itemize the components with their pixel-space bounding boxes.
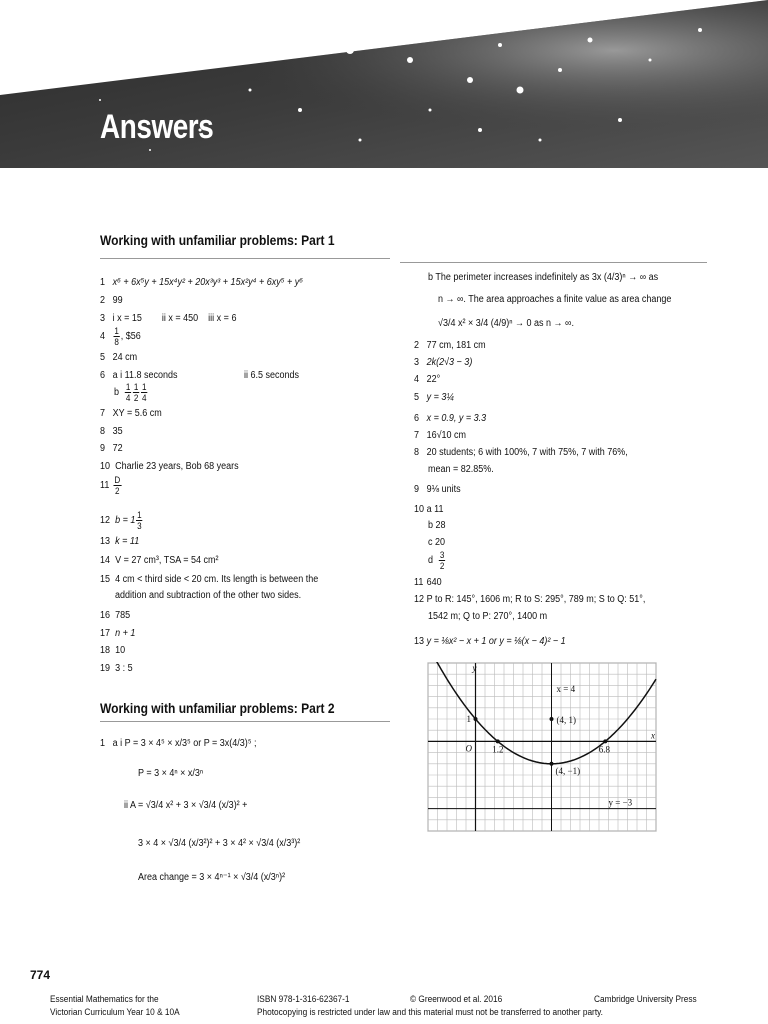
answer-item: b $\frac{1}{4}$ $\frac{1}{2}$ $\frac{1}{4}$ — [114, 382, 147, 403]
answer-item: c 20 — [428, 537, 446, 548]
answer-item: 11 640 — [414, 577, 442, 588]
root-label: 1.2 — [492, 744, 504, 755]
answer-item: 6 x = 0.9, y = 3.3 — [414, 413, 487, 424]
answer-item: 2 77 cm, 181 cm — [414, 340, 486, 351]
book-title: Essential Mathematics for the — [50, 994, 159, 1004]
answer-item: 9 72 — [100, 443, 123, 454]
answer-item: 18 10 — [100, 645, 126, 656]
copyright: © Greenwood et al. 2016 — [410, 994, 503, 1004]
graph-point — [603, 739, 607, 743]
answer-item: 17 n + 1 — [100, 628, 136, 639]
answer-item: Area change = 3 × 4ⁿ⁻¹ × √3/4 (x/3ⁿ)² — [138, 872, 286, 883]
turning-point-label: (4, −1) — [555, 765, 581, 776]
y-axis-label: y — [472, 663, 477, 673]
parabola-graph — [427, 662, 657, 832]
book-subtitle: Victorian Curriculum Year 10 & 10A — [50, 1007, 180, 1017]
answer-item: n → ∞. The area approaches a finite value as area change — [438, 294, 672, 305]
answer-item: addition and subtraction of the other two sides. — [115, 590, 302, 601]
answer-item: 14 V = 27 cm³, TSA = 54 cm² — [100, 555, 219, 566]
answer-item: ii A = √3/4 x² + 3 × √3/4 (x/3)² + — [124, 800, 248, 811]
answer-item: d $\frac{3}{2}$ — [428, 550, 445, 571]
answer-item: 4 22° — [414, 374, 441, 385]
asymptote-label: y = −3 — [608, 797, 633, 808]
section-title-part2: Working with unfamiliar problems: Part 2 — [100, 700, 335, 716]
section-title-part1: Working with unfamiliar problems: Part 1 — [100, 232, 335, 248]
section-rule-right — [400, 262, 707, 263]
answer-item: 13 y = ⅛x² − x + 1 or y = ⅛(x − 4)² − 1 — [414, 636, 566, 647]
symmetry-line-label: x = 4 — [556, 684, 576, 695]
x-axis-label: x — [651, 730, 655, 741]
answer-item: 5 24 cm — [100, 352, 138, 363]
answer-item: 2 99 — [100, 295, 123, 306]
answer-item: 13 k = 11 — [100, 536, 140, 547]
answer-item: 1542 m; Q to P: 270°, 1400 m — [428, 611, 548, 622]
answer-item: 1 x⁶ + 6x⁵y + 15x⁴y² + 20x³y³ + 15x²y⁴ + 6xy⁵ + y⁶ — [100, 277, 304, 288]
answer-item: 7 XY = 5.6 cm — [100, 408, 162, 419]
answer-item: 7 16√10 cm — [414, 430, 467, 441]
page-number: 774 — [30, 968, 51, 982]
answer-item: 5 y = 3¼ — [414, 392, 454, 403]
graph-point — [550, 717, 554, 721]
page-title: Answers — [100, 108, 214, 146]
graph-point — [496, 739, 500, 743]
answer-item: 16 785 — [100, 610, 131, 621]
publisher: Cambridge University Press — [594, 994, 697, 1004]
answer-item: 4 $\frac{1}{8}$ , $56 — [100, 326, 141, 347]
answer-item: b 28 — [428, 520, 446, 531]
answer-item: ii 6.5 seconds — [244, 370, 300, 381]
answer-item: 1 a i P = 3 × 4⁵ × x/3⁵ or P = 3x(4/3)⁵ ; — [100, 738, 257, 749]
answer-item: 12 b = 1 $\frac{1}{3}$ — [100, 510, 142, 531]
answer-item: b The perimeter increases indefinitely as 3x (4/3)ⁿ → ∞ as — [428, 272, 659, 283]
answer-item: 10 Charlie 23 years, Bob 68 years — [100, 461, 239, 472]
answer-item: 6 a i 11.8 seconds — [100, 370, 178, 381]
graph-point — [550, 762, 554, 766]
answer-item: 8 20 students; 6 with 100%, 7 with 75%, 7 with 76%, — [414, 447, 628, 458]
answer-item: 10 a 11 — [414, 504, 444, 515]
section-rule — [100, 721, 390, 722]
answer-item: 12 P to R: 145°, 1606 m; R to S: 295°, 789 m; S to Q: 51°, — [414, 594, 646, 605]
answer-item: 3 × 4 × √3/4 (x/3²)² + 3 × 4² × √3/4 (x/3³)² — [138, 838, 301, 849]
answer-item: 19 3 : 5 — [100, 663, 133, 674]
isbn: ISBN 978-1-316-62367-1 — [257, 994, 350, 1004]
copy-notice: Photocopying is restricted under law and this material must not be transferred to another party. — [257, 1007, 603, 1017]
answer-item: 3 2k(2√3 − 3) — [414, 357, 473, 368]
header-banner — [0, 0, 768, 168]
symmetric-point-label: (4, 1) — [556, 715, 576, 725]
answer-item: 9 9⅛ units — [414, 484, 461, 495]
answer-item: 8 35 — [100, 426, 123, 437]
origin-label: O — [465, 743, 472, 754]
section-rule — [100, 258, 390, 259]
answer-item: mean = 82.85%. — [428, 464, 494, 475]
root-label: 6.8 — [598, 744, 610, 755]
y-intercept-label: 1 — [466, 714, 471, 724]
answer-item: 11 $\frac{D}{2}$ — [100, 475, 121, 496]
answer-item: P = 3 × 4ⁿ × x/3ⁿ — [138, 768, 204, 779]
graph-point — [474, 717, 478, 721]
answer-item: 15 4 cm < third side < 20 cm. Its length is between the — [100, 574, 319, 585]
answer-item: 3 i x = 15 ii x = 450 iii x = 6 — [100, 313, 237, 324]
answer-item: √3/4 x² × 3/4 (4/9)ⁿ → 0 as n → ∞. — [438, 318, 574, 329]
